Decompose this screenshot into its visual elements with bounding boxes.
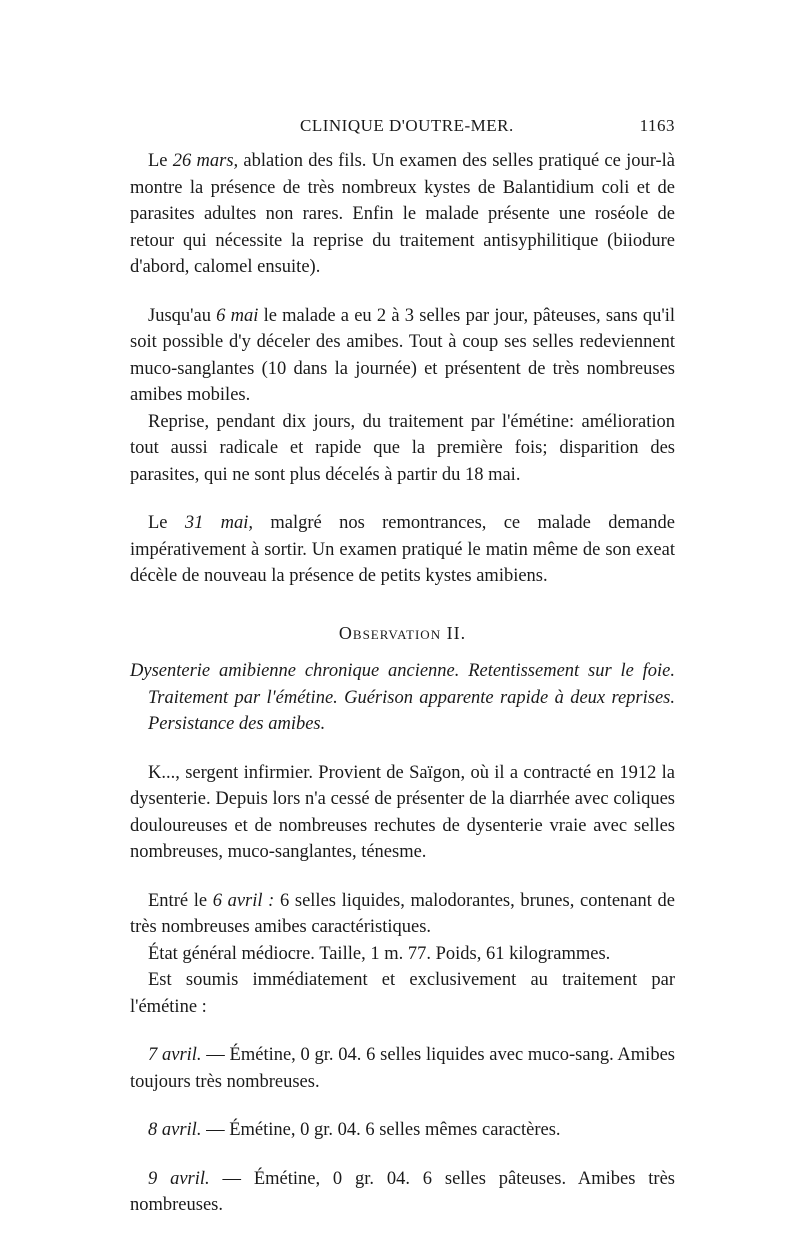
running-title: CLINIQUE D'OUTRE-MER. <box>300 116 514 135</box>
date-26-mars: 26 mars, <box>172 151 239 171</box>
running-header <box>130 116 675 142</box>
paragraph-4: Le 31 mai, malgré nos remontrances, ce malade demande impérativement à sortir. Un examen pratiqué le matin même de son exeat décèle de nouveau la présence de petits kystes amibiens. <box>130 513 675 586</box>
page-body <box>130 148 675 1219</box>
case-paragraph-1: K..., sergent infirmier. Provient de Saïgon, où il a contracté en 1912 la dysenterie. Depuis lors n'a cessé de présenter de la diarrhée avec coliques douloureuses et de nombreuses rechutes de dysenterie vraie avec selles nombreuses, muco-sanglantes, ténesme. <box>130 762 675 862</box>
entry-7-avril: 7 avril. — Émétine, 0 gr. 04. 6 selles liquides avec muco-sang. Amibes toujours très nombreuses. <box>130 1045 675 1092</box>
date-6-avril: 6 avril : <box>212 890 275 911</box>
case-paragraph-2: Entré le 6 avril : 6 selles liquides, malodorantes, brunes, contenant de très nombreuses amibes caractéristiques. <box>130 890 675 937</box>
case-paragraph-4: Est soumis immédiatement et exclusivement au traitement par l'émétine : <box>130 970 675 1017</box>
date-6-mai: 6 mai <box>216 305 259 326</box>
case-paragraph-3: État général médiocre. Taille, 1 m. 77. Poids, 61 kilogrammes. <box>148 943 611 964</box>
observation-title: Observation II. <box>338 622 467 643</box>
paragraph-3: Reprise, pendant dix jours, du traitement par l'émétine: amélioration tout aussi radicale et rapide que la première fois; disparition des parasites, qui ne sont plus décelés à partir du 18 mai. <box>130 411 675 485</box>
date-31-mai: 31 mai, <box>184 513 254 533</box>
observation-subtitle: Dysenterie amibienne chronique ancienne. Retentissement sur le foie. Traitement par l'émétine. Guérison apparente rapide à deux reprises. Persistance des amibes. <box>130 661 675 734</box>
entry-9-avril: 9 avril. — Émétine, 0 gr. 04. 6 selles pâteuses. Amibes très nombreuses. <box>130 1168 675 1215</box>
paragraph-1: Le 26 mars, ablation des fils. Un examen des selles pratiqué ce jour-là montre la présence de très nombreux kystes de Balantidium coli et de parasites adultes non rares. Enfin le malade présente une roséole de retour qui nécessite la reprise du traitement antisyphilitique (biiodure d'abord, calomel ensuite). <box>130 151 676 277</box>
page-number: 1163 <box>639 116 675 135</box>
paragraph-2: Jusqu'au 6 mai le malade a eu 2 à 3 selles par jour, pâteuses, sans qu'il soit possible d'y déceler des amibes. Tout à coup ses selles redeviennent muco-sanglantes (10 dans la journée) et présentent de très nombreuses amibes mobiles. <box>130 305 676 405</box>
entry-8-avril: 8 avril. — Émétine, 0 gr. 04. 6 selles mêmes caractères. <box>148 1120 561 1140</box>
